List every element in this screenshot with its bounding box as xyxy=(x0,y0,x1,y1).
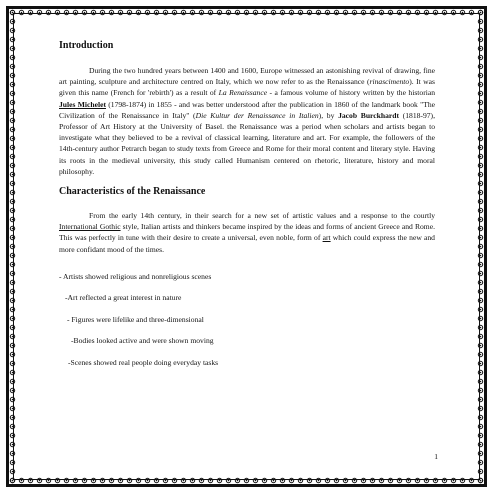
text: During the two hundred years between 1400 and 1600, Europe witnessed an astonishing revival of drawing, fine art painting, sculpture and architecture centred on Italy, which we now refer to as the Renaissance ( xyxy=(59,66,435,87)
list-item: - Artists showed religious and nonreligious scenes xyxy=(59,271,212,281)
bold-name: Jacob Burckhardt xyxy=(338,110,400,120)
intro-paragraph xyxy=(59,65,435,177)
text: (1798-1874) in 1855 - and was better understood after the publication in 1860 of the landmark book "The Civilization of the Renaissance in Italy" ( xyxy=(59,99,435,120)
page-number: 1 xyxy=(434,452,438,461)
text: From the early 14th century, in their search for a new set of artistic values and a response to the courtly xyxy=(89,211,435,221)
heading-characteristics: Characteristics of the Renaissance xyxy=(59,186,206,198)
text: ), by xyxy=(318,110,339,120)
italic-title: La Renaissance xyxy=(218,88,268,98)
link-art[interactable]: art xyxy=(322,233,331,243)
link-jules-michelet[interactable]: Jules Michelet xyxy=(59,99,106,109)
document-body xyxy=(59,40,435,378)
heading-introduction: Introduction xyxy=(59,40,114,51)
text: ). It was given this name (French for 'rebirth') as a result of xyxy=(59,77,435,98)
list-item: -Art reflected a great interest in nature xyxy=(65,293,182,303)
text: style, Italian artists and thinkers became inspired by the ideas and forms of ancient Greece and Rome. This was perfectly in tune with their desire to create a universal, even noble, form of xyxy=(59,222,435,243)
text: (1818-97), Professor of Art History at the University of Basel. the Renaissance was a period when scholars and artists began to investigate what they believed to be a revival of classical learning, literature and art. For example, the followers of the 14th-century author Petrarch began to study texts from Greece and Rome for their moral content and literary style. Having its roots in the medieval university, this study called Humanism centered on rhetoric, literature, history and moral philosophy. xyxy=(59,110,435,176)
italic-title: Die Kultur der Renaissance in Italien xyxy=(195,110,319,120)
characteristics-list xyxy=(59,271,435,368)
text: - a famous volume of history written by the historian xyxy=(267,88,435,98)
text: which could express the new and more confidant mood of the times. xyxy=(59,233,435,254)
list-item: -Bodies looked active and were shown moving xyxy=(71,336,214,346)
list-item: - Figures were lifelike and three-dimensional xyxy=(67,314,204,324)
list-item: -Scenes showed real people doing everyday tasks xyxy=(68,357,219,367)
link-international-gothic[interactable]: International Gothic xyxy=(59,222,121,232)
characteristics-paragraph xyxy=(59,210,435,255)
italic-term: rinascimento xyxy=(369,77,410,87)
